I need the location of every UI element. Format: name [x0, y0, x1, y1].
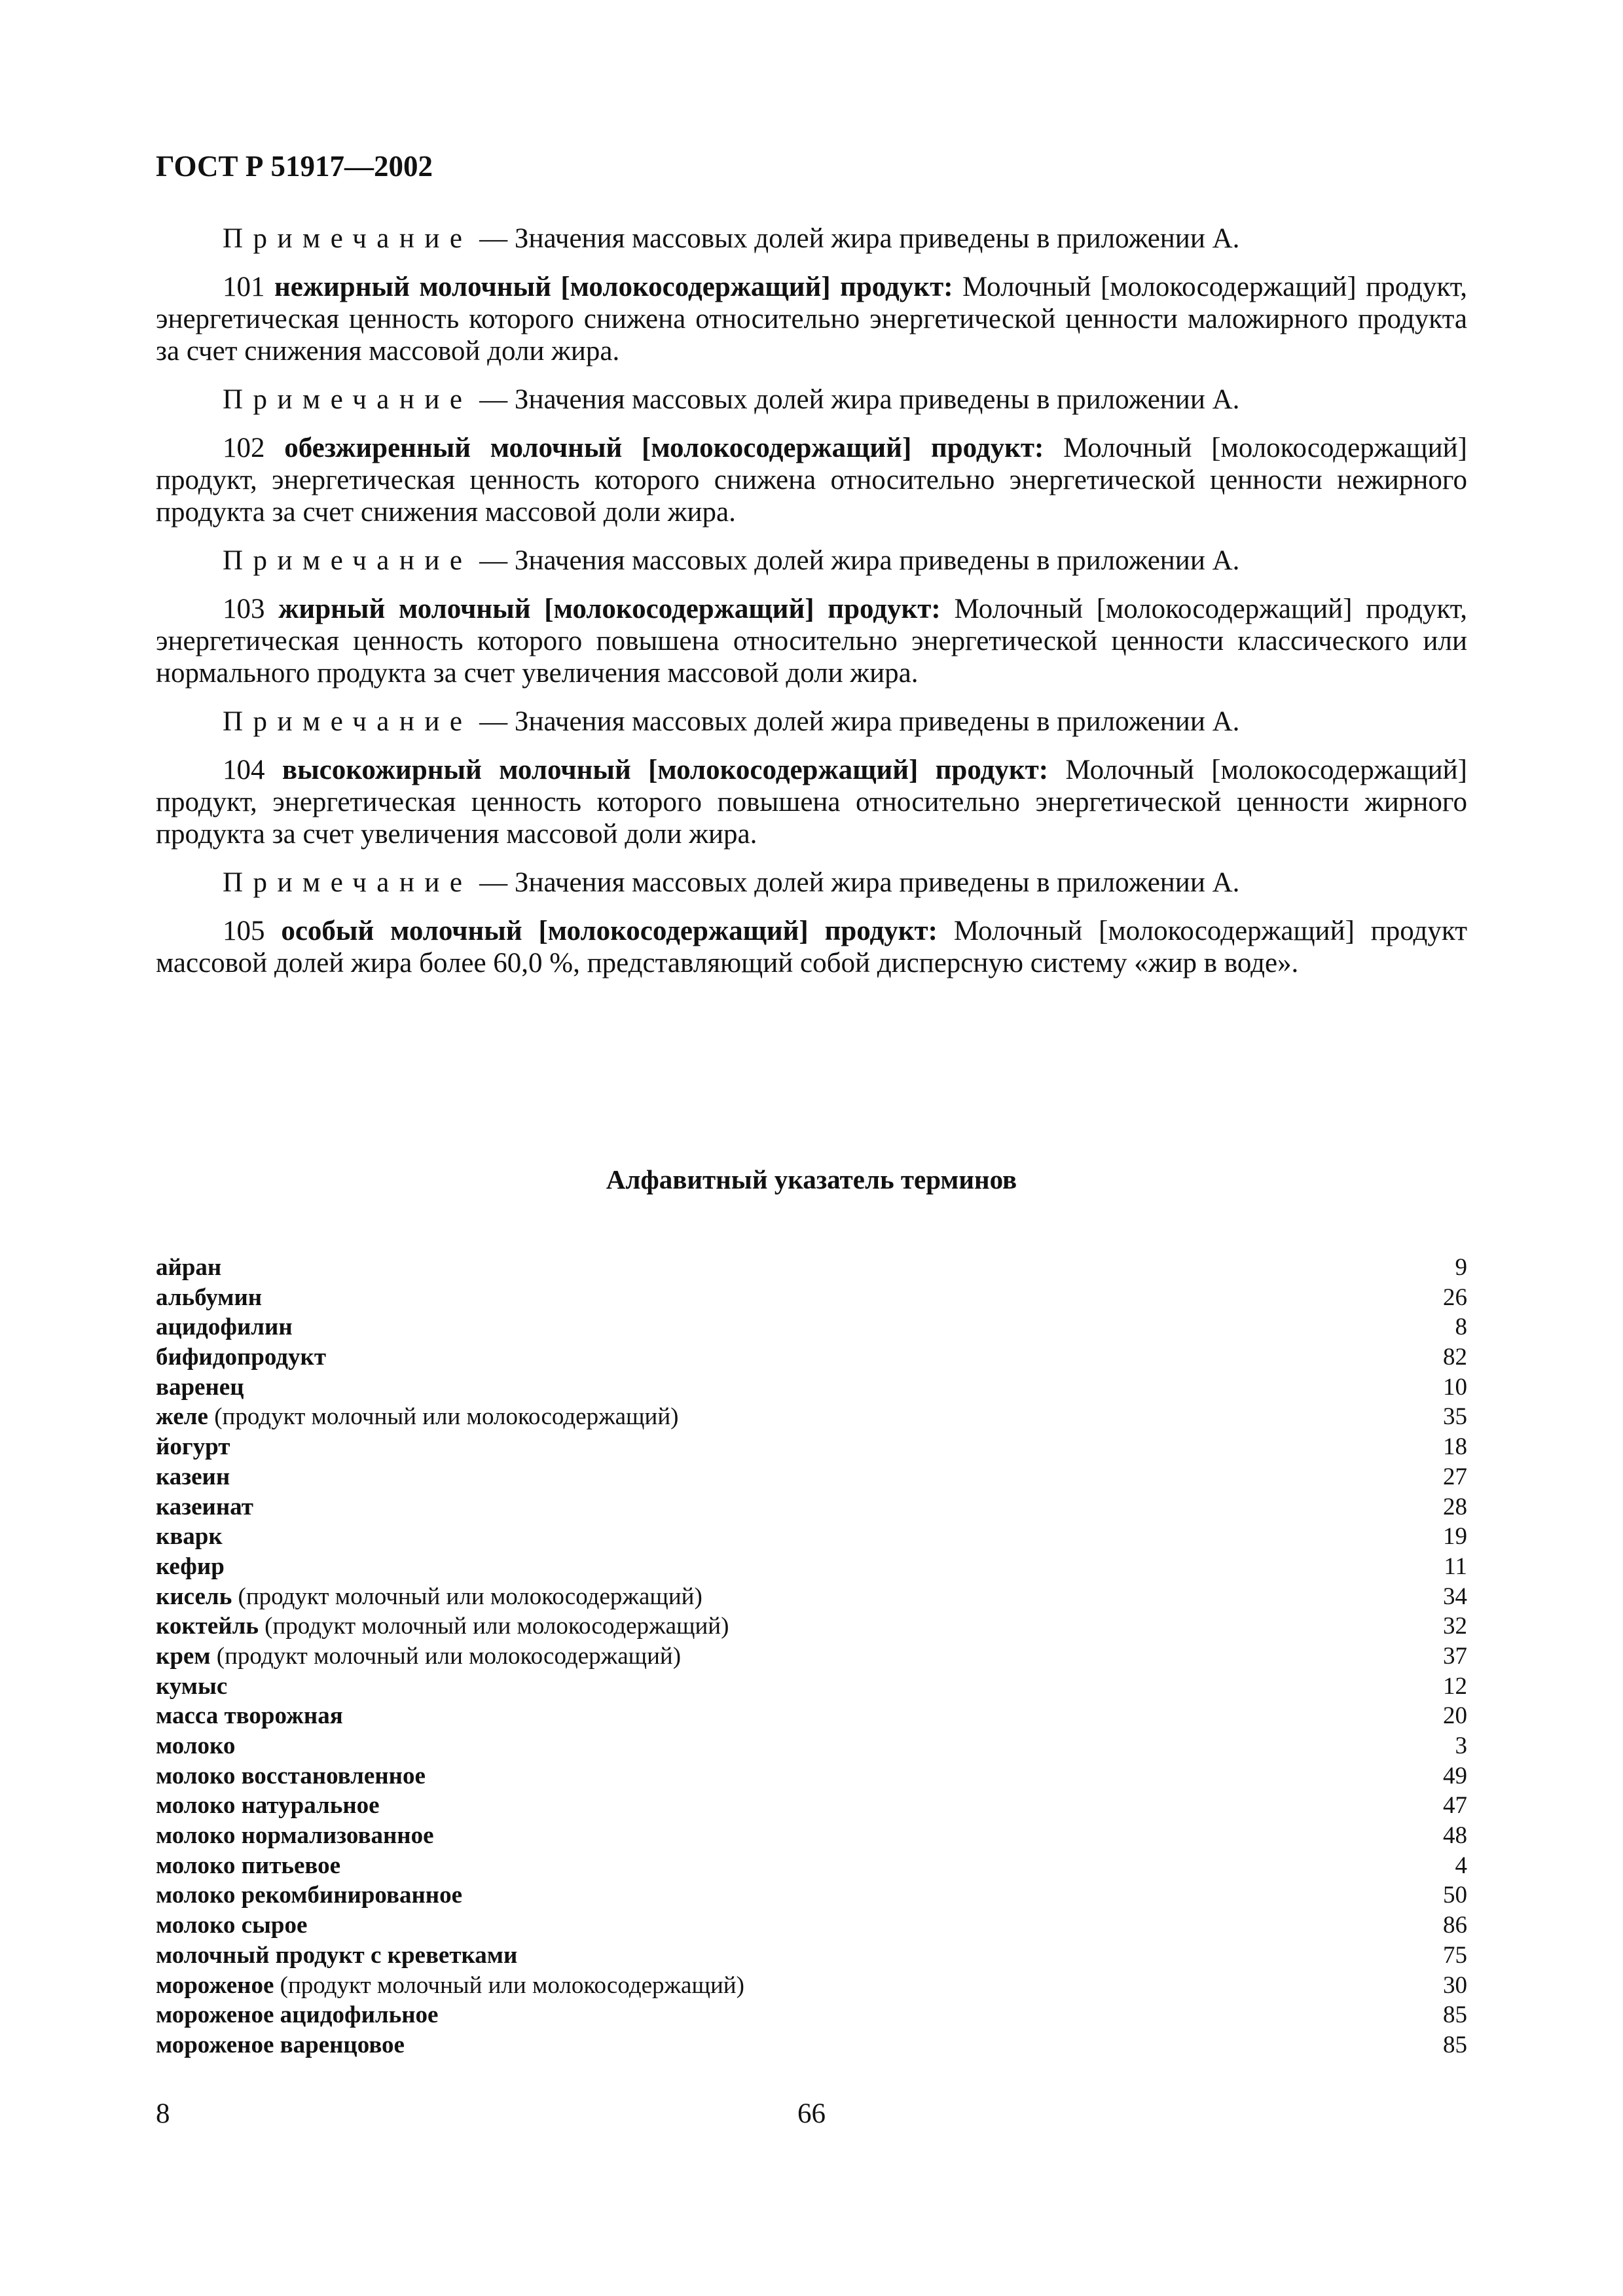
index-entry [156, 1880, 1467, 1910]
index-entry [156, 1851, 1467, 1881]
index-term: молочный продукт с креветками [156, 1941, 518, 1969]
definition-text: Молочный [молокосодержащий] продукт, энергетическая ценность которого повышена относительно энергетической ценности жирного продукта за счет увеличения массовой доли жира. [156, 755, 1468, 850]
note-paragraph [156, 706, 1467, 738]
index-term-number: 37 [1443, 1642, 1467, 1670]
index-entry-label [156, 1492, 253, 1522]
index-term-number: 82 [1443, 1344, 1467, 1371]
index-term-number: 10 [1443, 1373, 1467, 1401]
index-entry-label [156, 1522, 223, 1552]
index-term: мороженое [156, 1971, 274, 1999]
note-paragraph [156, 867, 1467, 899]
index-entry [156, 1312, 1467, 1342]
index-term: молоко нормализованное [156, 1822, 434, 1850]
index-term: мороженое ацидофильное [156, 2001, 439, 2029]
index-term-number: 86 [1443, 1912, 1467, 1939]
index-entry [156, 1910, 1467, 1941]
note-paragraph [156, 223, 1467, 255]
index-entry-label [156, 1791, 380, 1821]
definition-number: 105 [223, 916, 265, 946]
index-term-number: 32 [1443, 1613, 1467, 1640]
index-entry [156, 1761, 1467, 1791]
index-term: молоко рекомбинированное [156, 1882, 463, 1909]
note-label: Примечание [223, 384, 473, 415]
note-label: Примечание [223, 545, 473, 576]
index-term: молоко [156, 1732, 236, 1759]
note-label: Примечание [223, 706, 473, 737]
note-paragraph [156, 384, 1467, 416]
index-entry [156, 1821, 1467, 1851]
definition-101 [156, 271, 1467, 367]
index-term-number: 50 [1443, 1882, 1467, 1909]
definition-104 [156, 754, 1467, 850]
index-term-number: 30 [1443, 1971, 1467, 1999]
index-entry [156, 1731, 1467, 1761]
note-text: — Значения массовых долей жира приведены в приложении А. [472, 384, 1240, 415]
index-term: варенец [156, 1373, 244, 1401]
index-term-number: 19 [1443, 1523, 1467, 1551]
index-term-number: 75 [1443, 1941, 1467, 1969]
index-term-number: 85 [1443, 2031, 1467, 2058]
index-title: Алфавитный указатель терминов [606, 1164, 1017, 1194]
index-entry [156, 1611, 1467, 1641]
index-term: молоко сырое [156, 1912, 308, 1939]
index-term: бифидопродукт [156, 1344, 326, 1371]
index-entry-label [156, 1462, 230, 1492]
index-term-number: 18 [1443, 1433, 1467, 1461]
index-entry [156, 1522, 1467, 1552]
index-term-number: 35 [1443, 1403, 1467, 1431]
index-term: желе [156, 1403, 208, 1431]
index-entry-label [156, 1342, 326, 1372]
index-entry-label [156, 1731, 235, 1761]
index-term-number: 26 [1443, 1283, 1467, 1311]
index-term: молоко питьевое [156, 1852, 341, 1879]
definition-number: 102 [223, 433, 265, 463]
index-term-note: (продукт молочный или молокосодержащий) [274, 1971, 744, 1999]
definition-number: 104 [223, 755, 265, 785]
index-term: кисель [156, 1583, 232, 1610]
index-entry [156, 1791, 1467, 1821]
definition-103 [156, 593, 1467, 689]
index-entry-label [156, 1611, 729, 1641]
index-entry-label [156, 1372, 244, 1403]
footer-center-number: 66 [797, 2098, 826, 2129]
index-term-number: 11 [1444, 1552, 1467, 1580]
index-entry-label [156, 1552, 225, 1582]
index-term: кварк [156, 1523, 223, 1551]
index-term: мороженое варенцовое [156, 2031, 405, 2058]
index-term-number: 12 [1443, 1672, 1467, 1700]
index-term: альбумин [156, 1283, 263, 1311]
index-term-number: 34 [1443, 1583, 1467, 1610]
index-term-note: (продукт молочный или молокосодержащий) [258, 1613, 729, 1640]
index-entry-label [156, 1432, 230, 1462]
definition-number: 101 [223, 272, 265, 302]
definition-number: 103 [223, 594, 265, 624]
index-term-number: 48 [1443, 1822, 1467, 1850]
index-term-note: (продукт молочный или молокосодержащий) [232, 1583, 702, 1610]
index-term: коктейль [156, 1613, 259, 1640]
definition-term: особый молочный [молокосодержащий] продукт: [281, 916, 938, 946]
index-term: масса творожная [156, 1702, 343, 1730]
index-entry [156, 1402, 1467, 1432]
index-entry [156, 1372, 1467, 1403]
index-entry [156, 1641, 1467, 1672]
index-term: кумыс [156, 1672, 228, 1700]
definition-105 [156, 915, 1467, 979]
definition-term: высокожирный молочный [молокосодержащий] продукт: [282, 755, 1049, 785]
index-entry-label [156, 1253, 221, 1283]
index-term-number: 8 [1455, 1314, 1467, 1341]
index-entry-label [156, 1701, 343, 1731]
note-label: Примечание [223, 867, 473, 898]
index-term-note: (продукт молочный или молокосодержащий) [208, 1403, 679, 1431]
index-entry [156, 1342, 1467, 1372]
index-term: йогурт [156, 1433, 230, 1461]
index-entry-label [156, 1582, 702, 1612]
index-term: казеин [156, 1463, 230, 1490]
index-term: крем [156, 1642, 211, 1670]
page-number: 8 [156, 2098, 170, 2129]
index-term-number: 20 [1443, 1702, 1467, 1730]
index-entry [156, 1941, 1467, 1971]
note-text: — Значения массовых долей жира приведены в приложении А. [472, 706, 1240, 737]
definition-term: жирный молочный [молокосодержащий] продукт: [278, 594, 941, 624]
index-entry-label [156, 1641, 681, 1672]
index-entry [156, 1552, 1467, 1582]
index-term: казеинат [156, 1493, 253, 1520]
index-entry [156, 1672, 1467, 1702]
index-term: молоко восстановленное [156, 1762, 426, 1789]
index-term-number: 4 [1455, 1852, 1467, 1879]
index-entry-label [156, 1761, 426, 1791]
index-entry-label [156, 1821, 434, 1851]
document-code-header: ГОСТ Р 51917—2002 [156, 150, 433, 183]
term-index-list [156, 1253, 1467, 2060]
index-term: молоко натуральное [156, 1792, 380, 1820]
note-text: — Значения массовых долей жира приведены в приложении А. [472, 545, 1240, 576]
index-entry-label [156, 2030, 405, 2060]
index-entry-label [156, 2000, 438, 2030]
definition-text: Молочный [молокосодержащий] продукт, энергетическая ценность которого снижена относительно энергетической ценности маложирного продукта за счет снижения массовой доли жира. [156, 272, 1467, 367]
index-entry [156, 1971, 1467, 2001]
note-label: Примечание [223, 223, 473, 254]
definitions-section [156, 223, 1467, 996]
index-term: ацидофилин [156, 1314, 293, 1341]
index-term-number: 9 [1455, 1254, 1467, 1281]
index-entry [156, 1283, 1467, 1313]
index-term-number: 47 [1443, 1792, 1467, 1820]
definition-text: Молочный [молокосодержащий] продукт, энергетическая ценность которого снижена относительно энергетической ценности нежирного продукта за счет снижения массовой доли жира. [156, 433, 1467, 528]
index-entry [156, 2000, 1467, 2030]
index-term-note: (продукт молочный или молокосодержащий) [210, 1642, 682, 1670]
index-term-number: 27 [1443, 1463, 1467, 1490]
index-entry [156, 1492, 1467, 1522]
index-entry-label [156, 1971, 744, 2001]
definition-text: Молочный [молокосодержащий] продукт, энергетическая ценность которого повышена относительно энергетической ценности классического или нормального продукта за счет увеличения массовой доли жира. [156, 594, 1467, 689]
index-entry [156, 1462, 1467, 1492]
definition-term: нежирный молочный [молокосодержащий] продукт: [274, 272, 953, 302]
index-term: кефир [156, 1552, 225, 1580]
index-entry-label [156, 1851, 340, 1881]
note-text: — Значения массовых долей жира приведены в приложении А. [472, 867, 1240, 898]
index-entry-label [156, 1672, 227, 1702]
index-term: айран [156, 1254, 222, 1281]
index-entry [156, 2030, 1467, 2060]
index-entry-label [156, 1283, 262, 1313]
index-entry [156, 1582, 1467, 1612]
index-entry-label [156, 1880, 462, 1910]
index-entry [156, 1432, 1467, 1462]
index-term-number: 85 [1443, 2001, 1467, 2029]
index-entry-label [156, 1312, 293, 1342]
definition-102 [156, 432, 1467, 528]
index-entry-label [156, 1402, 678, 1432]
index-entry-label [156, 1910, 307, 1941]
index-term-number: 49 [1443, 1762, 1467, 1789]
index-term-number: 3 [1455, 1732, 1467, 1759]
index-entry [156, 1701, 1467, 1731]
definition-text: Молочный [молокосодержащий] продукт массовой долей жира более 60,0 %, представляющий собой дисперсную систему «жир в воде». [156, 916, 1468, 978]
index-entry-label [156, 1941, 517, 1971]
definition-term: обезжиренный молочный [молокосодержащий] продукт: [284, 433, 1044, 463]
index-term-number: 28 [1443, 1493, 1467, 1520]
note-paragraph [156, 545, 1467, 577]
note-text: — Значения массовых долей жира приведены в приложении А. [472, 223, 1240, 254]
index-entry [156, 1253, 1467, 1283]
